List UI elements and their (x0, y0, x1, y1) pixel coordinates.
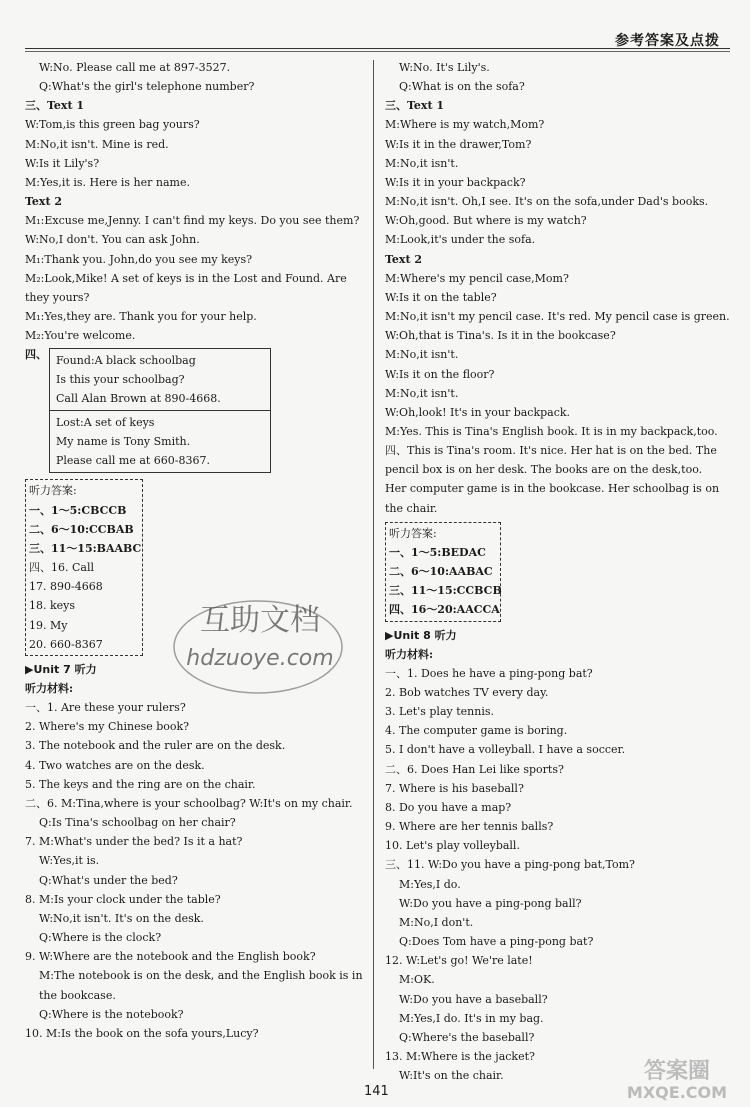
text-line: 5. The keys and the ring are on the chair. (25, 777, 256, 791)
text-line: Q:What's the girl's telephone number? (39, 80, 255, 94)
section-heading: 四、 (25, 348, 47, 362)
lost-notice (50, 410, 270, 472)
text-line: W:Is it in the drawer,Tom? (385, 137, 532, 151)
text-line: 8. M:Is your clock under the table? (25, 892, 221, 906)
text-line: 12. W:Let's go! We're late! (385, 954, 533, 968)
text-line: W:No,I don't. You can ask John. (25, 233, 200, 247)
notice-line: Is this your schoolbag? (56, 372, 185, 386)
text-line: W:Yes,it is. (39, 854, 100, 868)
answer-line: 四、16. Call (29, 561, 95, 575)
corner-logo-en: MXQE.COM (626, 1083, 728, 1102)
text-line: 5. I don't have a volleyball. I have a soccer. (385, 743, 626, 757)
notice-line: Call Alan Brown at 890-4668. (56, 391, 221, 405)
text-line: W:Tom,is this green bag yours? (25, 118, 200, 132)
header-rule (25, 48, 730, 49)
text-line: W:Oh,that is Tina's. Is it in the bookcase? (385, 329, 616, 343)
text-line: Q:Is Tina's schoolbag on her chair? (39, 816, 236, 830)
answer-line: 二、6～10:AABAC (389, 565, 493, 579)
unit-heading: ▶Unit 8 听力 (385, 628, 457, 642)
text-line: Q:Where is the clock? (39, 931, 162, 945)
watermark-text-cn: 互助文档 (200, 603, 320, 638)
section-heading: 听力材料: (385, 647, 434, 661)
text-line: W:Oh,look! It's in your backpack. (385, 405, 571, 419)
found-notice (50, 349, 270, 410)
text-line: 13. M:Where is the jacket? (385, 1049, 535, 1063)
text-line: M:The notebook is on the desk, and the English book is in the bookcase. (39, 969, 363, 1002)
answer-line: 听力答案: (29, 484, 77, 498)
answer-line: 四、16～20:AACCA (389, 603, 500, 617)
text-line: W:Is it in your backpack? (385, 175, 526, 189)
unit-heading: ▶Unit 7 听力 (25, 662, 97, 676)
section-heading: 听力材料: (25, 682, 74, 695)
text-line: Q:Does Tom have a ping-pong bat? (399, 935, 594, 949)
text-line: M₁:Yes,they are. Thank you for your help. (25, 310, 257, 324)
text-line: W:Is it Lily's? (25, 156, 100, 170)
answer-line: 三、11～15:BAABC (29, 541, 142, 555)
answer-box (25, 479, 143, 655)
text-line: M:Yes,I do. It's in my bag. (399, 1011, 544, 1025)
text-line: W:Do you have a ping-pong ball? (399, 896, 582, 910)
text-line: M₁:Thank you. John,do you see my keys? (25, 252, 253, 266)
text-line: M₂:Look,Mike! A set of keys is in the Lost and Found. Are they yours? (25, 271, 347, 304)
text-line: M:No,it isn't. (385, 348, 459, 362)
section-heading: 三、Text 1 (25, 99, 85, 113)
notice-line: Please call me at 660-8367. (56, 454, 211, 468)
answer-line: 17. 890-4668 (29, 580, 103, 594)
text-line: M₂:You're welcome. (25, 329, 136, 343)
text-line: Q:Where's the baseball? (399, 1030, 535, 1044)
section-heading: Text 2 (385, 252, 423, 266)
text-line: 二、6. M:Tina,where is your schoolbag? W:It's on my chair. (25, 796, 353, 810)
text-line: Q:What is on the sofa? (399, 80, 525, 94)
text-line: 一、1. Are these your rulers? (25, 701, 186, 715)
text-line: 2. Bob watches TV every day. (385, 686, 549, 699)
text-line: 9. Where are her tennis balls? (385, 820, 554, 834)
text-line: 一、1. Does he have a ping-pong bat? (385, 666, 593, 680)
text-line: Q:What's under the bed? (39, 873, 178, 887)
answer-line: 一、1～5:BEDAC (389, 545, 486, 559)
text-line: W:Oh,good. But where is my watch? (385, 214, 587, 228)
text-line: 10. M:Is the book on the sofa yours,Lucy? (25, 1026, 259, 1040)
notice-line: Lost:A set of keys (56, 415, 155, 429)
page-header-title: 参考答案及点拨 (615, 33, 720, 49)
text-line: 9. W:Where are the notebook and the English book? (25, 950, 316, 964)
notice-line: Found:A black schoolbag (56, 353, 196, 367)
text-line: W:No,it isn't. It's on the desk. (39, 911, 204, 925)
corner-logo (612, 1053, 742, 1103)
text-line: 10. Let's play volleyball. (385, 839, 520, 853)
text-line: M:Where is my watch,Mom? (385, 118, 545, 132)
text-line: M₁:Excuse me,Jenny. I can't find my keys. Do you see them? (25, 214, 360, 228)
text-line: W:Is it on the table? (385, 290, 497, 304)
answer-line: 18. keys (29, 599, 76, 613)
column-divider (373, 60, 374, 1069)
text-line: 3. The notebook and the ruler are on the desk. (25, 739, 286, 753)
text-line: 三、11. W:Do you have a ping-pong bat,Tom? (385, 858, 635, 872)
text-line: W:Is it on the floor? (385, 367, 495, 381)
text-line: 4. The computer game is boring. (385, 724, 568, 738)
text-line: 8. Do you have a map? (385, 800, 512, 814)
answer-box (385, 522, 501, 622)
text-line: M:Look,it's under the sofa. (385, 233, 536, 247)
watermark-text-en: hdzuoye.com (186, 646, 334, 671)
right-column (385, 58, 730, 1085)
text-line: W:No. It's Lily's. (399, 61, 490, 74)
notice-line: My name is Tony Smith. (56, 435, 191, 449)
text-line: M:Yes,I do. (399, 877, 461, 891)
answer-line: 一、1～5:CBCCB (29, 503, 127, 517)
text-line: M:No,it isn't my pencil case. It's red. My pencil case is green. (385, 310, 730, 324)
page-number: 141 (364, 1084, 389, 1099)
text-line: Q:Where is the notebook? (39, 1007, 184, 1021)
text-line: 2. Where's my Chinese book? (25, 720, 190, 734)
text-line: 7. M:What's under the bed? Is it a hat? (25, 835, 243, 849)
section-heading: Text 2 (25, 195, 63, 209)
text-line: 二、6. Does Han Lei like sports? (385, 762, 564, 776)
text-line: W:No. Please call me at 897-3527. (39, 61, 231, 74)
text-line: M:Yes,it is. Here is her name. (25, 175, 190, 189)
corner-logo-cn: 答案圈 (643, 1059, 711, 1084)
text-line: M:No,it isn't. (385, 156, 459, 170)
text-line: M:No,it isn't. Oh,I see. It's on the sofa,under Dad's books. (385, 195, 709, 209)
answer-line: 19. My (29, 618, 68, 632)
text-line: M:No,it isn't. (385, 386, 459, 400)
text-line: M:Yes. This is Tina's English book. It is in my backpack,too. (385, 424, 718, 438)
header-rule-thin (25, 51, 730, 52)
text-line: M:OK. (399, 973, 435, 987)
text-line: M:No,it isn't. Mine is red. (25, 137, 169, 151)
left-column (25, 58, 365, 1043)
text-line: M:No,I don't. (399, 915, 474, 929)
paragraph: 四、This is Tina's room. It's nice. Her hat is on the bed. The pencil box is on her desk. The books are on the desk,too. Her computer game is in the bookcase. Her schoolbag is on the chair. (385, 444, 720, 515)
section-heading: 三、Text 1 (385, 99, 445, 113)
answer-line: 三、11～15:CCBCB (389, 584, 502, 598)
answer-line: 二、6～10:CCBAB (29, 522, 134, 536)
answer-line: 20. 660-8367 (29, 637, 103, 651)
text-line: 7. Where is his baseball? (385, 781, 524, 795)
text-line: W:It's on the chair. (399, 1069, 504, 1083)
notice-box (49, 348, 271, 474)
text-line: 4. Two watches are on the desk. (25, 758, 205, 772)
answer-line: 听力答案: (389, 526, 437, 540)
text-line: M:Where's my pencil case,Mom? (385, 271, 569, 285)
text-line: 3. Let's play tennis. (385, 705, 494, 719)
text-line: W:Do you have a baseball? (399, 992, 548, 1006)
